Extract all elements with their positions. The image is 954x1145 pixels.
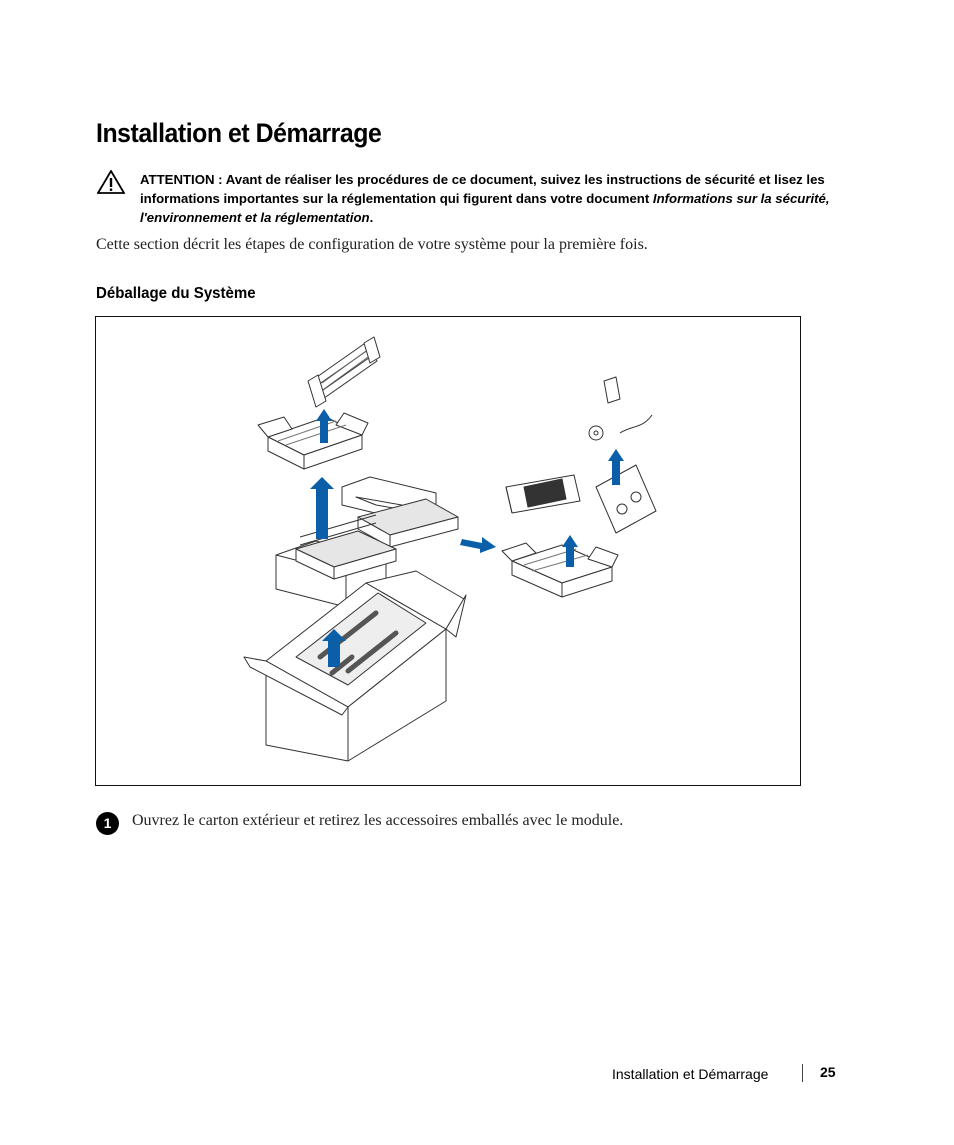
caution-end: .: [369, 210, 374, 225]
step-number-badge: 1: [96, 812, 119, 835]
caution-notice: [140, 170, 840, 227]
documentation-envelope-drawing: [589, 377, 656, 533]
step-text: Ouvrez le carton extérieur et retirez les accessoires emballés avec le module.: [132, 812, 624, 829]
arrow-up-foam: [310, 477, 334, 539]
bezel-drawing: [506, 475, 580, 513]
intro-paragraph: Cette section décrit les étapes de configuration de votre système pour la première fois.: [96, 236, 648, 253]
section-heading: Déballage du Système: [96, 285, 256, 302]
caution-label: ATTENTION :: [140, 172, 223, 187]
caution-doc-title: Informations sur la sécurité, l'environnement et la réglementation: [140, 191, 830, 225]
unpacking-drawing: [96, 317, 800, 785]
footer-section-title: Installation et Démarrage: [612, 1066, 769, 1082]
arrow-right-bezel: [460, 537, 496, 553]
accessory-box-left-drawing: [258, 413, 368, 469]
caution-text: Avant de réaliser les procédures de ce document, suivez les instructions de sécurité et lisez les informations importantes sur la réglementation qui figurent dans votre document: [140, 172, 825, 206]
unpacking-illustration: [95, 316, 801, 786]
page-title: Installation et Démarrage: [96, 118, 382, 148]
footer-separator: [802, 1064, 803, 1082]
footer-page-number: 25: [820, 1064, 836, 1080]
accessory-box-right-drawing: [502, 543, 618, 597]
warning-triangle-icon: [97, 170, 125, 194]
rail-kit-drawing: [308, 337, 380, 407]
outer-carton-drawing: [244, 571, 466, 761]
